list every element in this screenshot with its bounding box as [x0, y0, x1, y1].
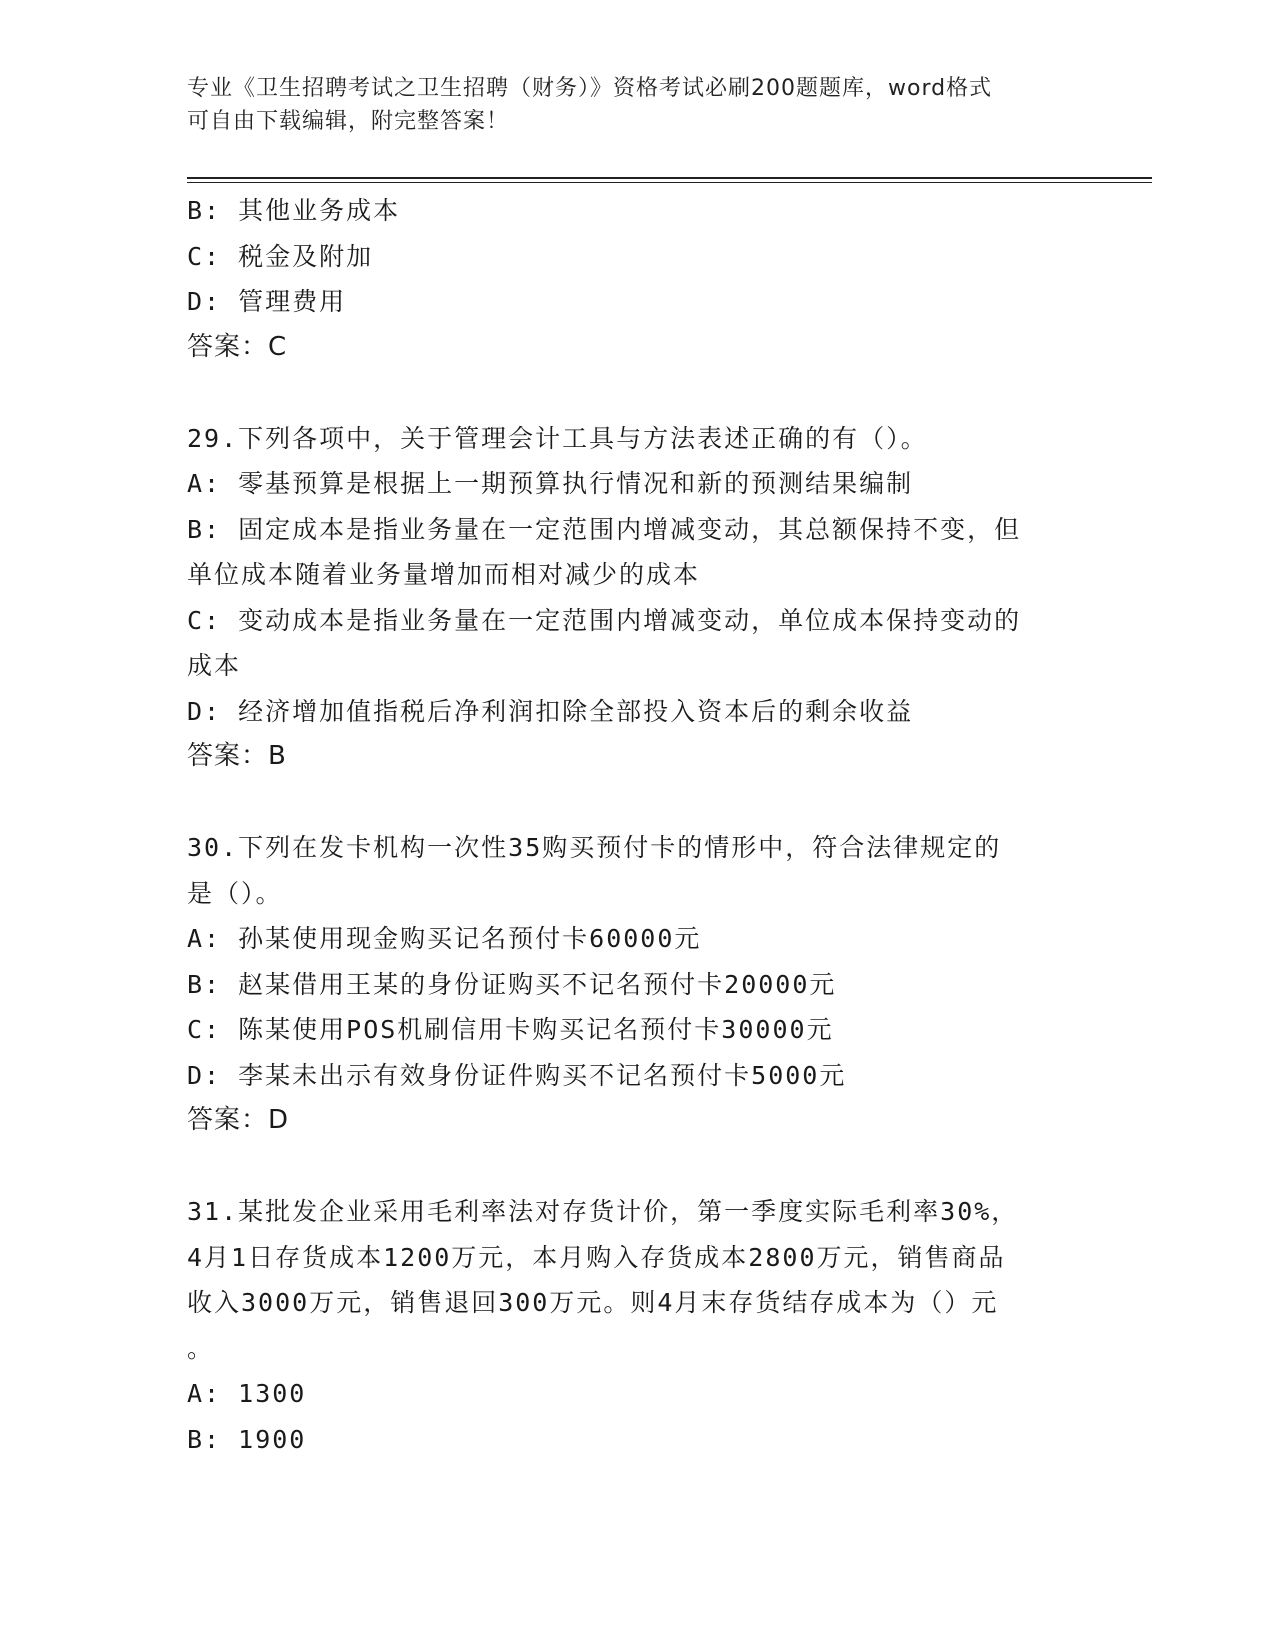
spacer: [187, 780, 1077, 826]
spacer: [187, 1144, 1077, 1190]
option-a: A: 孙某使用现金购买记名预付卡60000元: [187, 924, 702, 953]
question-29: [187, 416, 1077, 780]
header-title-line-2: 可自由下载编辑，附完整答案！: [187, 109, 510, 134]
header-divider-thick: [187, 177, 1152, 179]
spacer: [187, 370, 1077, 416]
answer-label: 答案：D: [187, 1105, 290, 1135]
header-divider-thin: [187, 182, 1152, 183]
option-a: A: 1300: [187, 1379, 307, 1408]
option-b: B: 赵某借用王某的身份证购买不记名预付卡20000元: [187, 969, 837, 999]
option-d: D: 经济增加值指税后净利润扣除全部投入资本后的剩余收益: [187, 696, 914, 726]
document-header: [187, 72, 1067, 138]
option-a: A: 零基预算是根据上一期预算执行情况和新的预测结果编制: [187, 469, 914, 498]
question-stem-continued: 4月1日存货成本1200万元，本月购入存货成本2800万元，销售商品: [187, 1242, 1006, 1272]
option-c: C: 变动成本是指业务量在一定范围内增减变动，单位成本保持变动的: [187, 605, 1022, 635]
option-b-continued: 单位成本随着业务量增加而相对减少的成本: [187, 560, 701, 589]
option-b: B: 固定成本是指业务量在一定范围内增减变动，其总额保持不变，但: [187, 514, 1022, 544]
question-stem-continued: 收入3000万元，销售退回300万元。则4月末存货结存成本为（）元: [187, 1288, 999, 1317]
option-c-continued: 成本: [187, 651, 242, 680]
continued-question: [187, 188, 1077, 370]
question-stem: 29.下列各项中，关于管理会计工具与方法表述正确的有（）。: [187, 423, 928, 453]
option-c: C: 陈某使用POS机刷信用卡购买记名预付卡30000元: [187, 1015, 834, 1044]
question-31: [187, 1189, 1077, 1462]
option-b: B: 1900: [187, 1424, 307, 1454]
option-d: D: 李某未出示有效身份证件购买不记名预付卡5000元: [187, 1060, 847, 1090]
answer-label: 答案：B: [187, 741, 287, 771]
option-c: C: 税金及附加: [187, 241, 374, 271]
document-body: [187, 188, 1077, 1462]
option-b: B: 其他业务成本: [187, 196, 401, 225]
question-stem-continued: 。: [187, 1333, 215, 1363]
header-title-line-1: 专业《卫生招聘考试之卫生招聘（财务）》资格考试必刷200题题库，word格式: [187, 76, 993, 101]
question-stem-continued: 是（）。: [187, 878, 283, 908]
answer-label: 答案：C: [187, 331, 288, 362]
option-d: D: 管理费用: [187, 287, 347, 316]
question-stem: 31.某批发企业采用毛利率法对存货计价，第一季度实际毛利率30%，: [187, 1197, 1019, 1226]
question-stem: 30.下列在发卡机构一次性35购买预付卡的情形中，符合法律规定的: [187, 833, 1002, 862]
question-30: [187, 825, 1077, 1144]
